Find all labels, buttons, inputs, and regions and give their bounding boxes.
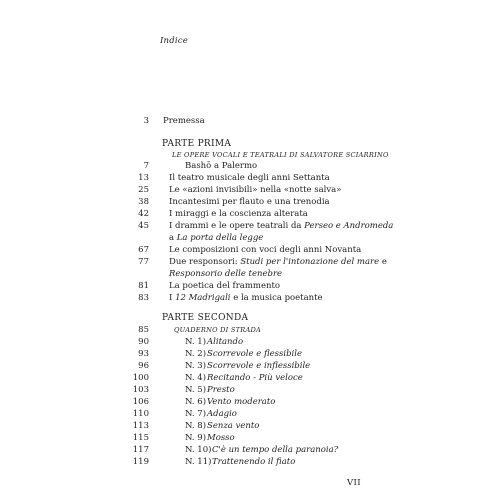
toc-page-number: 45 bbox=[138, 221, 149, 231]
toc-entry-continuation bbox=[0, 268, 500, 280]
toc-page-number: 103 bbox=[132, 385, 149, 395]
toc-entry-title: Recitando - Più veloce bbox=[207, 373, 303, 383]
toc-entry-title: I miraggi e la coscienza alterata bbox=[169, 209, 308, 219]
toc-entry bbox=[0, 348, 500, 360]
toc-page-number: 117 bbox=[132, 445, 149, 455]
toc-entry bbox=[0, 220, 500, 232]
toc-entry-title: Le composizioni con voci degli anni Novanta bbox=[169, 245, 362, 255]
toc-entry-number: N. 5) bbox=[185, 385, 207, 395]
toc-page-number: 67 bbox=[138, 245, 149, 255]
page-folio-number: VII bbox=[347, 478, 362, 488]
toc-page-number: 110 bbox=[132, 409, 149, 419]
toc-entry-title: Scorrevole e inflessibile bbox=[207, 361, 311, 371]
toc-entry-title-continued: a La porta della legge bbox=[169, 233, 264, 243]
toc-entry-title: Senza vento bbox=[207, 421, 260, 431]
toc-page-number: 115 bbox=[132, 433, 149, 443]
part-one-subheading: LE OPERE VOCALI E TEATRALI DI SALVATORE SCIARRINO bbox=[172, 151, 389, 159]
toc-entry-title: Presto bbox=[207, 385, 235, 395]
toc-entry bbox=[0, 456, 500, 468]
toc-entry-number: N. 4) bbox=[185, 373, 207, 383]
part-two-subheading: QUADERNO DI STRADA bbox=[174, 326, 262, 334]
toc-page-number: 93 bbox=[138, 349, 149, 359]
toc-entry bbox=[0, 360, 500, 372]
toc-page-number: 119 bbox=[132, 457, 149, 467]
toc-entry-title: Premessa bbox=[163, 116, 205, 126]
toc-entry bbox=[0, 432, 500, 444]
toc-entry-title: La poetica del frammento bbox=[169, 281, 280, 291]
toc-entry bbox=[0, 420, 500, 432]
part-two-heading: PARTE SECONDA bbox=[162, 313, 249, 323]
toc-page-number: 85 bbox=[138, 325, 149, 335]
toc-page-number: 90 bbox=[138, 337, 149, 347]
toc-entry bbox=[0, 408, 500, 420]
toc-entry-title: Mosso bbox=[207, 433, 235, 443]
toc-page-number: 3 bbox=[143, 116, 149, 126]
toc-entry-title: Incantesimi per flauto e una trenodia bbox=[169, 197, 330, 207]
toc-entry-premessa bbox=[0, 115, 500, 127]
toc-entry bbox=[0, 184, 500, 196]
toc-entry-title: Le «azioni invisibili» nella «notte salva» bbox=[169, 185, 342, 195]
toc-entry-title: Adagio bbox=[207, 409, 237, 419]
toc-entry bbox=[0, 196, 500, 208]
toc-entry-title-continued: Responsorio delle tenebre bbox=[169, 269, 283, 279]
toc-page-number: 83 bbox=[138, 293, 149, 303]
toc-page-number: 7 bbox=[143, 161, 149, 171]
toc-page-number: 100 bbox=[132, 373, 149, 383]
toc-entry-number: N. 1) bbox=[185, 337, 207, 347]
toc-entry bbox=[0, 280, 500, 292]
toc-page-number: 38 bbox=[138, 197, 149, 207]
toc-entry-title: I 12 Madrigali e la musica poetante bbox=[169, 293, 323, 303]
toc-entry-number: N. 10) bbox=[185, 445, 212, 455]
toc-entry-number: N. 11) bbox=[185, 457, 212, 467]
toc-entry bbox=[0, 396, 500, 408]
toc-entry-title: I drammi e le opere teatrali da Perseo e Andromeda bbox=[169, 221, 394, 231]
toc-entry-number: N. 8) bbox=[185, 421, 207, 431]
toc-page-number: 96 bbox=[138, 361, 149, 371]
toc-page-number: 13 bbox=[138, 173, 149, 183]
page-header-title: Indice bbox=[160, 36, 188, 46]
part-one-heading: PARTE PRIMA bbox=[162, 139, 232, 149]
part-two-subheading-row bbox=[0, 324, 500, 336]
toc-entry-title: Trattenendo il fiato bbox=[212, 457, 296, 467]
toc-page-number: 113 bbox=[132, 421, 149, 431]
toc-entry-title: C'è un tempo della paranoia? bbox=[212, 445, 339, 455]
toc-entry-continuation bbox=[0, 232, 500, 244]
toc-entry-number: N. 2) bbox=[185, 349, 207, 359]
toc-entry bbox=[0, 244, 500, 256]
toc-entry bbox=[0, 384, 500, 396]
toc-entry bbox=[0, 292, 500, 304]
toc-page-number: 42 bbox=[138, 209, 149, 219]
toc-entry-number: N. 6) bbox=[185, 397, 207, 407]
toc-entry-number: N. 7) bbox=[185, 409, 207, 419]
toc-entry bbox=[0, 172, 500, 184]
toc-entry bbox=[0, 208, 500, 220]
toc-entry-title: Vento moderato bbox=[207, 397, 276, 407]
toc-page-number: 77 bbox=[138, 257, 149, 267]
toc-entry-title: Due responsori: Studi per l'intonazione del mare e bbox=[169, 257, 387, 267]
toc-page-number: 25 bbox=[138, 185, 149, 195]
toc-entry-title: Bashō a Palermo bbox=[185, 161, 258, 171]
part-two-heading-row bbox=[0, 312, 500, 324]
toc-entry bbox=[0, 256, 500, 268]
toc-entry bbox=[0, 372, 500, 384]
toc-entry bbox=[0, 336, 500, 348]
toc-entry-title: Scorrevole e flessibile bbox=[207, 349, 303, 359]
toc-page-number: 81 bbox=[138, 281, 149, 291]
toc-entry bbox=[0, 444, 500, 456]
toc-page-number: 106 bbox=[132, 397, 149, 407]
toc-entry-title: Il teatro musicale degli anni Settanta bbox=[169, 173, 330, 183]
toc-entry-number: N. 9) bbox=[185, 433, 207, 443]
toc-entry-title: Alitando bbox=[207, 337, 244, 347]
toc-entry bbox=[0, 160, 500, 172]
toc-entry-number: N. 3) bbox=[185, 361, 207, 371]
